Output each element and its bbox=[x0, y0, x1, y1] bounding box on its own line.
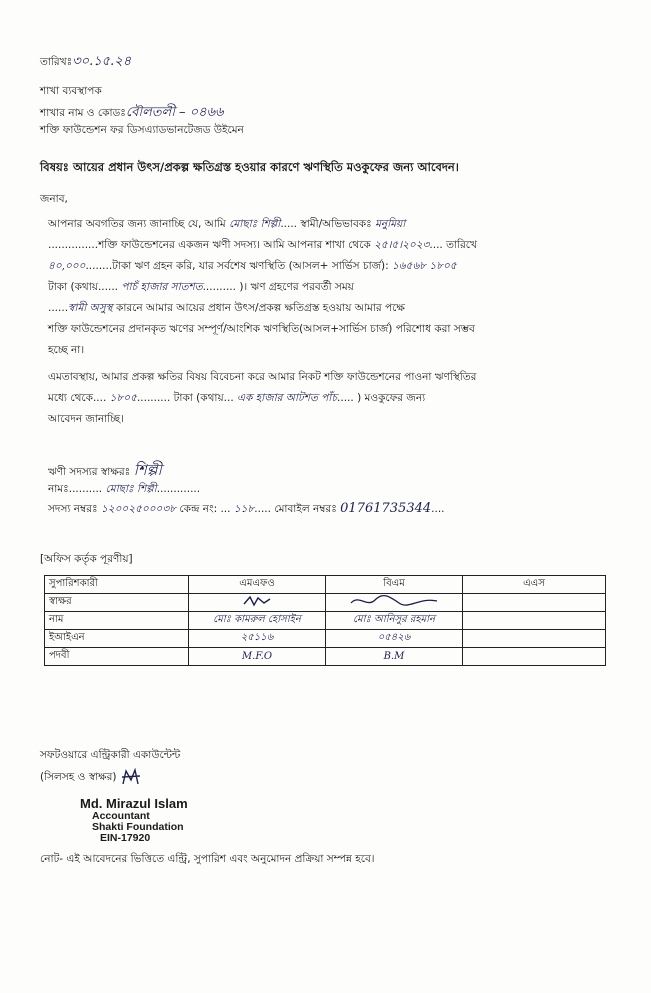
mobile-handwritten: 01761735344 bbox=[340, 501, 432, 516]
accountant-seal bbox=[80, 796, 188, 844]
body-text: কারনে আমার আয়ের প্রধান উৎস/প্রকল্প ক্ষতিগ্রস্ত হওয়ায় আমার পক্ষে bbox=[115, 302, 405, 314]
subject-line: বিষয়ঃ আয়ের প্রধান উৎস/প্রকল্প ক্ষতিগ্রস্ত হওয়ার কারণে ঋণস্থিতি মওকুফের জন্য আবেদন। bbox=[40, 160, 459, 174]
office-title-text: অফিস কর্তৃক পূরণীয় bbox=[44, 553, 129, 565]
body-text: তারিখে bbox=[446, 239, 477, 251]
table-header-cell: এএস bbox=[463, 576, 606, 594]
body-text: টাকা ঋণ গ্রহন করি, যার সর্বশেষ ঋণস্থিতি (আসল+ সার্ভিস চার্জ): bbox=[112, 260, 389, 272]
salutation: জনাব, bbox=[40, 193, 68, 205]
branch-label: শাখার নাম ও কোডঃ bbox=[40, 107, 126, 119]
seal-ein: EIN-17920 bbox=[100, 832, 151, 844]
office-table bbox=[44, 575, 606, 666]
member-signature: শিল্পী bbox=[133, 461, 162, 479]
row-label: পদবী bbox=[45, 648, 189, 666]
member-number-line: সদস্য নম্বরঃ ১২০০২৫০০০৩৮ কেন্দ্র নং: ... ১১৮..... মোবাইল নম্বরঃ 01761735344.... bbox=[48, 501, 445, 516]
member-signature-line bbox=[48, 459, 162, 484]
signature-scribble-icon bbox=[242, 594, 272, 608]
row-label: নাম bbox=[45, 612, 189, 630]
body-text: )। ঋণ গ্রহণের পরবর্তী সময় bbox=[239, 281, 354, 293]
body-paragraph-1: আপনার অবগতির জন্য জানাচ্ছি যে, আমি মোছাঃ শিল্পী..... স্বামী/অভিভাবকঃ মনুমিয়া ...............শক্তি ফাউন্ডেশনের একজন ঋণী সদস্য। আমি আপনার শাখা থেকে ২৫।৫।২০২৩.... তারিখে ৪০,০০০........টাকা ঋণ গ্রহন করি, যার সর্বশেষ ঋণস্থিতি (আসল+ সার্ভিস চার্জ): ১৬৫৬৮ ১৮০৫ টাকা (কথায়...... পাচঁ হাজার সাতশত.......... )। ঋণ গ্রহণের পরবর্তী সময় ......স্বামী অসুস্থ কারনে আমার আয়ের প্রধান উৎস/প্রকল্প ক্ষতিগ্রস্ত হওয়ায় আমার পক্ষে শক্তি ফাউন্ডেশনের প্রদানকৃত ঋণের সম্পূর্ণ/আংশিক ঋণস্থিতি(আসল+সার্ভিস চার্জ) পরিশোধ করা সম্ভব হচ্ছে না। bbox=[48, 218, 477, 356]
office-section-title: [অফিস কর্তৃক পূরণীয়] bbox=[40, 553, 133, 565]
seal-org: Shakti Foundation bbox=[92, 821, 184, 833]
row-label: ইআইএন bbox=[45, 630, 189, 648]
as-signature bbox=[463, 594, 606, 612]
body-text: এমতাবস্থায়, আমার প্রকল্প ক্ষতির বিষয় বিবেচনা করে আমার নিকট শক্তি ফাউন্ডেশনের পাওনা ঋণস্থিতির bbox=[48, 371, 477, 383]
body-text: টাকা (কথায় bbox=[48, 281, 98, 293]
organization-line: শক্তি ফাউন্ডেশন ফর ডিসএ্যাডভানটেজড উইমেন bbox=[40, 124, 244, 136]
accountant-seal-label bbox=[40, 768, 142, 787]
table-header-cell: বিএম bbox=[326, 576, 463, 594]
mfo-designation: M.F.O bbox=[189, 648, 326, 666]
member-name-handwritten: মোছাঃ শিল্পী bbox=[105, 483, 157, 495]
balance-words-handwritten: পাচঁ হাজার সাতশত bbox=[121, 281, 203, 293]
as-ein bbox=[463, 630, 606, 648]
bm-name: মোঃ আনিসুর রহমান bbox=[326, 612, 463, 630]
signature-label: ঋণী সদস্যর স্বাক্ষরঃ bbox=[48, 466, 131, 478]
branch-value: বৌলতলী – ০৪৬৬ bbox=[125, 105, 224, 120]
bm-designation: B.M bbox=[326, 648, 463, 666]
name-label: নামঃ bbox=[48, 483, 69, 495]
date-value: ৩০.১৫.২৪ bbox=[72, 54, 132, 69]
table-header-cell: সুপারিশকারী bbox=[45, 576, 189, 594]
member-name-line: নামঃ.......... মোছাঃ শিল্পী............. bbox=[48, 483, 201, 495]
center-no-handwritten: ১১৮ bbox=[233, 503, 255, 515]
body-text: শক্তি ফাউন্ডেশনের একজন ঋণী সদস্য। আমি আপনার শাখা থেকে bbox=[98, 239, 371, 251]
footer-note: নোট- এই আবেদনের ভিত্তিতে এন্ট্রি, সুপারিশ এবং অনুমোদন প্রক্রিয়া সম্পন্ন হবে। bbox=[40, 853, 375, 865]
body-text: মধ্যে থেকে bbox=[48, 392, 93, 404]
loan-date-handwritten: ২৫।৫।২০২৩ bbox=[374, 239, 430, 251]
seal-title: Accountant bbox=[92, 810, 150, 822]
loan-amount-handwritten: ৪০,০০০ bbox=[48, 260, 86, 272]
accountant-signature-icon bbox=[120, 768, 142, 786]
mobile-label: মোবাইল নম্বরঃ bbox=[274, 503, 337, 515]
accountant-label: সফটওয়ারে এন্ট্রিকারী একাউন্টেন্ট bbox=[40, 749, 181, 761]
center-label: কেন্দ্র নং bbox=[179, 503, 214, 515]
date-label: তারিখঃ bbox=[40, 56, 73, 68]
table-row bbox=[45, 648, 606, 666]
body-paragraph-2: এমতাবস্থায়, আমার প্রকল্প ক্ষতির বিষয় বিবেচনা করে আমার নিকট শক্তি ফাউন্ডেশনের পাওনা ঋণস্থিতির মধ্যে থেকে.... ১৮০৫.......... টাকা (কথায়... এক হাজার আটশত পাঁচ..... ) মওকুফের জন্য আবেদন জানাচ্ছি। bbox=[48, 371, 477, 425]
signature-scribble-icon bbox=[349, 594, 439, 608]
as-name bbox=[463, 612, 606, 630]
branch-line bbox=[40, 103, 223, 124]
table-row bbox=[45, 594, 606, 612]
addressee-line: শাখা ব্যবস্থাপক bbox=[40, 85, 102, 97]
body-text: ) মওকুফের জন্য bbox=[357, 392, 426, 404]
mfo-ein: ২৫১১৬ bbox=[189, 630, 326, 648]
seal-name: Md. Mirazul Islam bbox=[80, 796, 188, 811]
body-text: স্বামী/অভিভাবকঃ bbox=[300, 218, 372, 230]
row-label: স্বাক্ষর bbox=[45, 594, 189, 612]
as-designation bbox=[463, 648, 606, 666]
body-text: টাকা (কথায় bbox=[173, 392, 224, 404]
guardian-handwritten: মনুমিয়া bbox=[375, 218, 406, 230]
table-row bbox=[45, 630, 606, 648]
table-row bbox=[45, 612, 606, 630]
waive-amount-handwritten: ১৮০৫ bbox=[109, 392, 137, 404]
date-line bbox=[40, 52, 131, 73]
member-no-label: সদস্য নম্বরঃ bbox=[48, 503, 98, 515]
mfo-signature bbox=[189, 594, 326, 612]
member-no-handwritten: ১২০০২৫০০০৩৮ bbox=[100, 503, 177, 515]
body-text: হচ্ছে না। bbox=[48, 344, 85, 356]
seal-label-text: (সিলসহ ও স্বাক্ষর) bbox=[40, 771, 117, 783]
table-header-cell: এমএফও bbox=[189, 576, 326, 594]
waive-words-handwritten: এক হাজার আটশত পাঁচ bbox=[237, 392, 338, 404]
bm-ein: ০৫৪২৬ bbox=[326, 630, 463, 648]
bm-signature bbox=[326, 594, 463, 612]
reason-handwritten: স্বামী অসুস্থ bbox=[68, 302, 113, 314]
mfo-name: মোঃ কামরুল হোসাইন bbox=[189, 612, 326, 630]
balance-handwritten: ১৬৫৬৮ ১৮০৫ bbox=[391, 260, 457, 272]
body-text: আপনার অবগতির জন্য জানাচ্ছি যে, আমি bbox=[48, 218, 226, 230]
applicant-name-handwritten: মোছাঃ শিল্পী bbox=[229, 218, 281, 230]
body-text: শক্তি ফাউন্ডেশনের প্রদানকৃত ঋণের সম্পূর্ণ/আংশিক ঋণস্থিতি(আসল+সার্ভিস চার্জ) পরিশোধ করা সম্ভব bbox=[48, 323, 475, 335]
table-header-row bbox=[45, 576, 606, 594]
body-text: আবেদন জানাচ্ছি। bbox=[48, 413, 124, 425]
